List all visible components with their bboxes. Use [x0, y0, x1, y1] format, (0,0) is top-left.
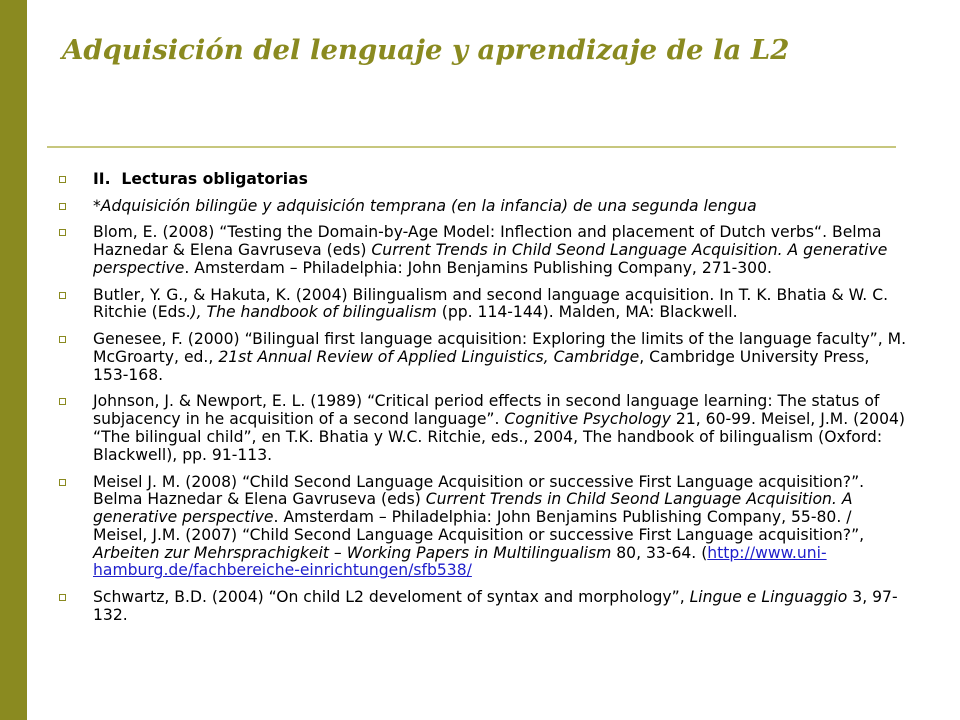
list-item-reference	[58, 287, 908, 323]
reference-text: Johnson, J. & Newport, E. L. (1989) “Critical period effects in second language learning: The status of subjacency in he acquisition of a second language”.	[93, 392, 880, 429]
hollow-square-bullet-icon	[59, 176, 66, 183]
reference-italic-2: Arbeiten zur Mehrsprachigkeit – Working Papers in Multilingualism	[93, 543, 612, 562]
reference-text: Blom, E. (2008) “Testing the Domain-by-Age Model: Inflection and placement of Dutch verbs“. Belma Haznedar & Elena Gavruseva (eds)	[93, 223, 882, 260]
list-item-reference	[58, 393, 908, 464]
reference-italic: Lingue e Linguaggio	[689, 588, 848, 607]
reference-italic: ), The handbook of bilingualism	[190, 303, 437, 322]
list-item-reference	[58, 589, 908, 625]
slide-title: Adquisición del lenguaje y aprendizaje de la L2	[62, 34, 790, 66]
sfb538-link[interactable]: http://www.uni-hamburg.de/fachbereiche-einrichtungen/sfb538/	[93, 543, 827, 580]
reference-text: Genesee, F. (2000) “Bilingual first language acquisition: Exploring the limits of the language faculty”, M. McGroarty, ed.,	[93, 330, 907, 366]
list-item-heading	[58, 171, 908, 189]
list-item-reference	[58, 474, 908, 581]
left-accent-bar	[0, 0, 27, 720]
hollow-square-bullet-icon	[59, 336, 66, 343]
reference-text-end: 21, 60-99. Meisel, J.M. (2004) “The bilingual child”, en T.K. Bhatia y W.C. Ritchie, eds., 2004, The handbook of bilingualism (Oxford: Blackwell), pp. 91-113.	[93, 410, 905, 464]
reference-text-end: 3, 97-132.	[93, 588, 898, 624]
reading-list	[58, 171, 908, 634]
hollow-square-bullet-icon	[59, 594, 66, 601]
hollow-square-bullet-icon	[59, 292, 66, 299]
heading-text: Lecturas obligatorias	[121, 170, 308, 188]
title-divider	[47, 146, 896, 148]
reference-text-end: , Cambridge University Press, 153-168.	[93, 347, 870, 384]
subheading-text: *Adquisición bilingüe y adquisición temprana (en la infancia) de una segunda lengua	[93, 196, 757, 215]
reference-text: Schwartz, B.D. (2004) “On child L2 develoment of syntax and morphology”,	[93, 588, 690, 607]
list-item-subheading	[58, 198, 908, 216]
reference-text: Meisel J. M. (2008) “Child Second Language Acquisition or successive First Language acquisition?”. Belma Haznedar & Elena Gavruseva (eds)	[93, 472, 865, 509]
reference-text-end: 80, 33-64. (	[611, 543, 708, 562]
hollow-square-bullet-icon	[59, 479, 66, 486]
reference-italic: 21st Annual Review of Applied Linguistics, Cambridge	[218, 347, 640, 366]
hollow-square-bullet-icon	[59, 229, 66, 236]
hollow-square-bullet-icon	[59, 398, 66, 405]
reference-text-end: . Amsterdam – Philadelphia: John Benjamins Publishing Company, 271-300.	[184, 258, 772, 277]
reference-text: Butler, Y. G., & Hakuta, K. (2004) Bilingualism and second language acquisition. In T. K. Bhatia & W. C. Ritchie (Eds.	[93, 285, 889, 322]
reference-italic: Current Trends in Child Seond Language Acquisition. A generative perspective	[93, 241, 888, 277]
hollow-square-bullet-icon	[59, 203, 66, 210]
list-item-reference	[58, 331, 908, 384]
list-item-reference	[58, 224, 908, 277]
reference-text-end: (pp. 114-144). Malden, MA: Blackwell.	[436, 303, 738, 322]
reference-italic: Cognitive Psychology	[504, 410, 671, 429]
reference-italic: Current Trends in Child Seond Language Acquisition. A generative perspective	[93, 490, 853, 527]
heading-number: II.	[93, 170, 111, 188]
reference-text-middle: . Amsterdam – Philadelphia: John Benjamins Publishing Company, 55-80. / Meisel, J.M. (2007) “Child Second Language Acquisition or successive First Language acquisition?”,	[93, 508, 865, 544]
